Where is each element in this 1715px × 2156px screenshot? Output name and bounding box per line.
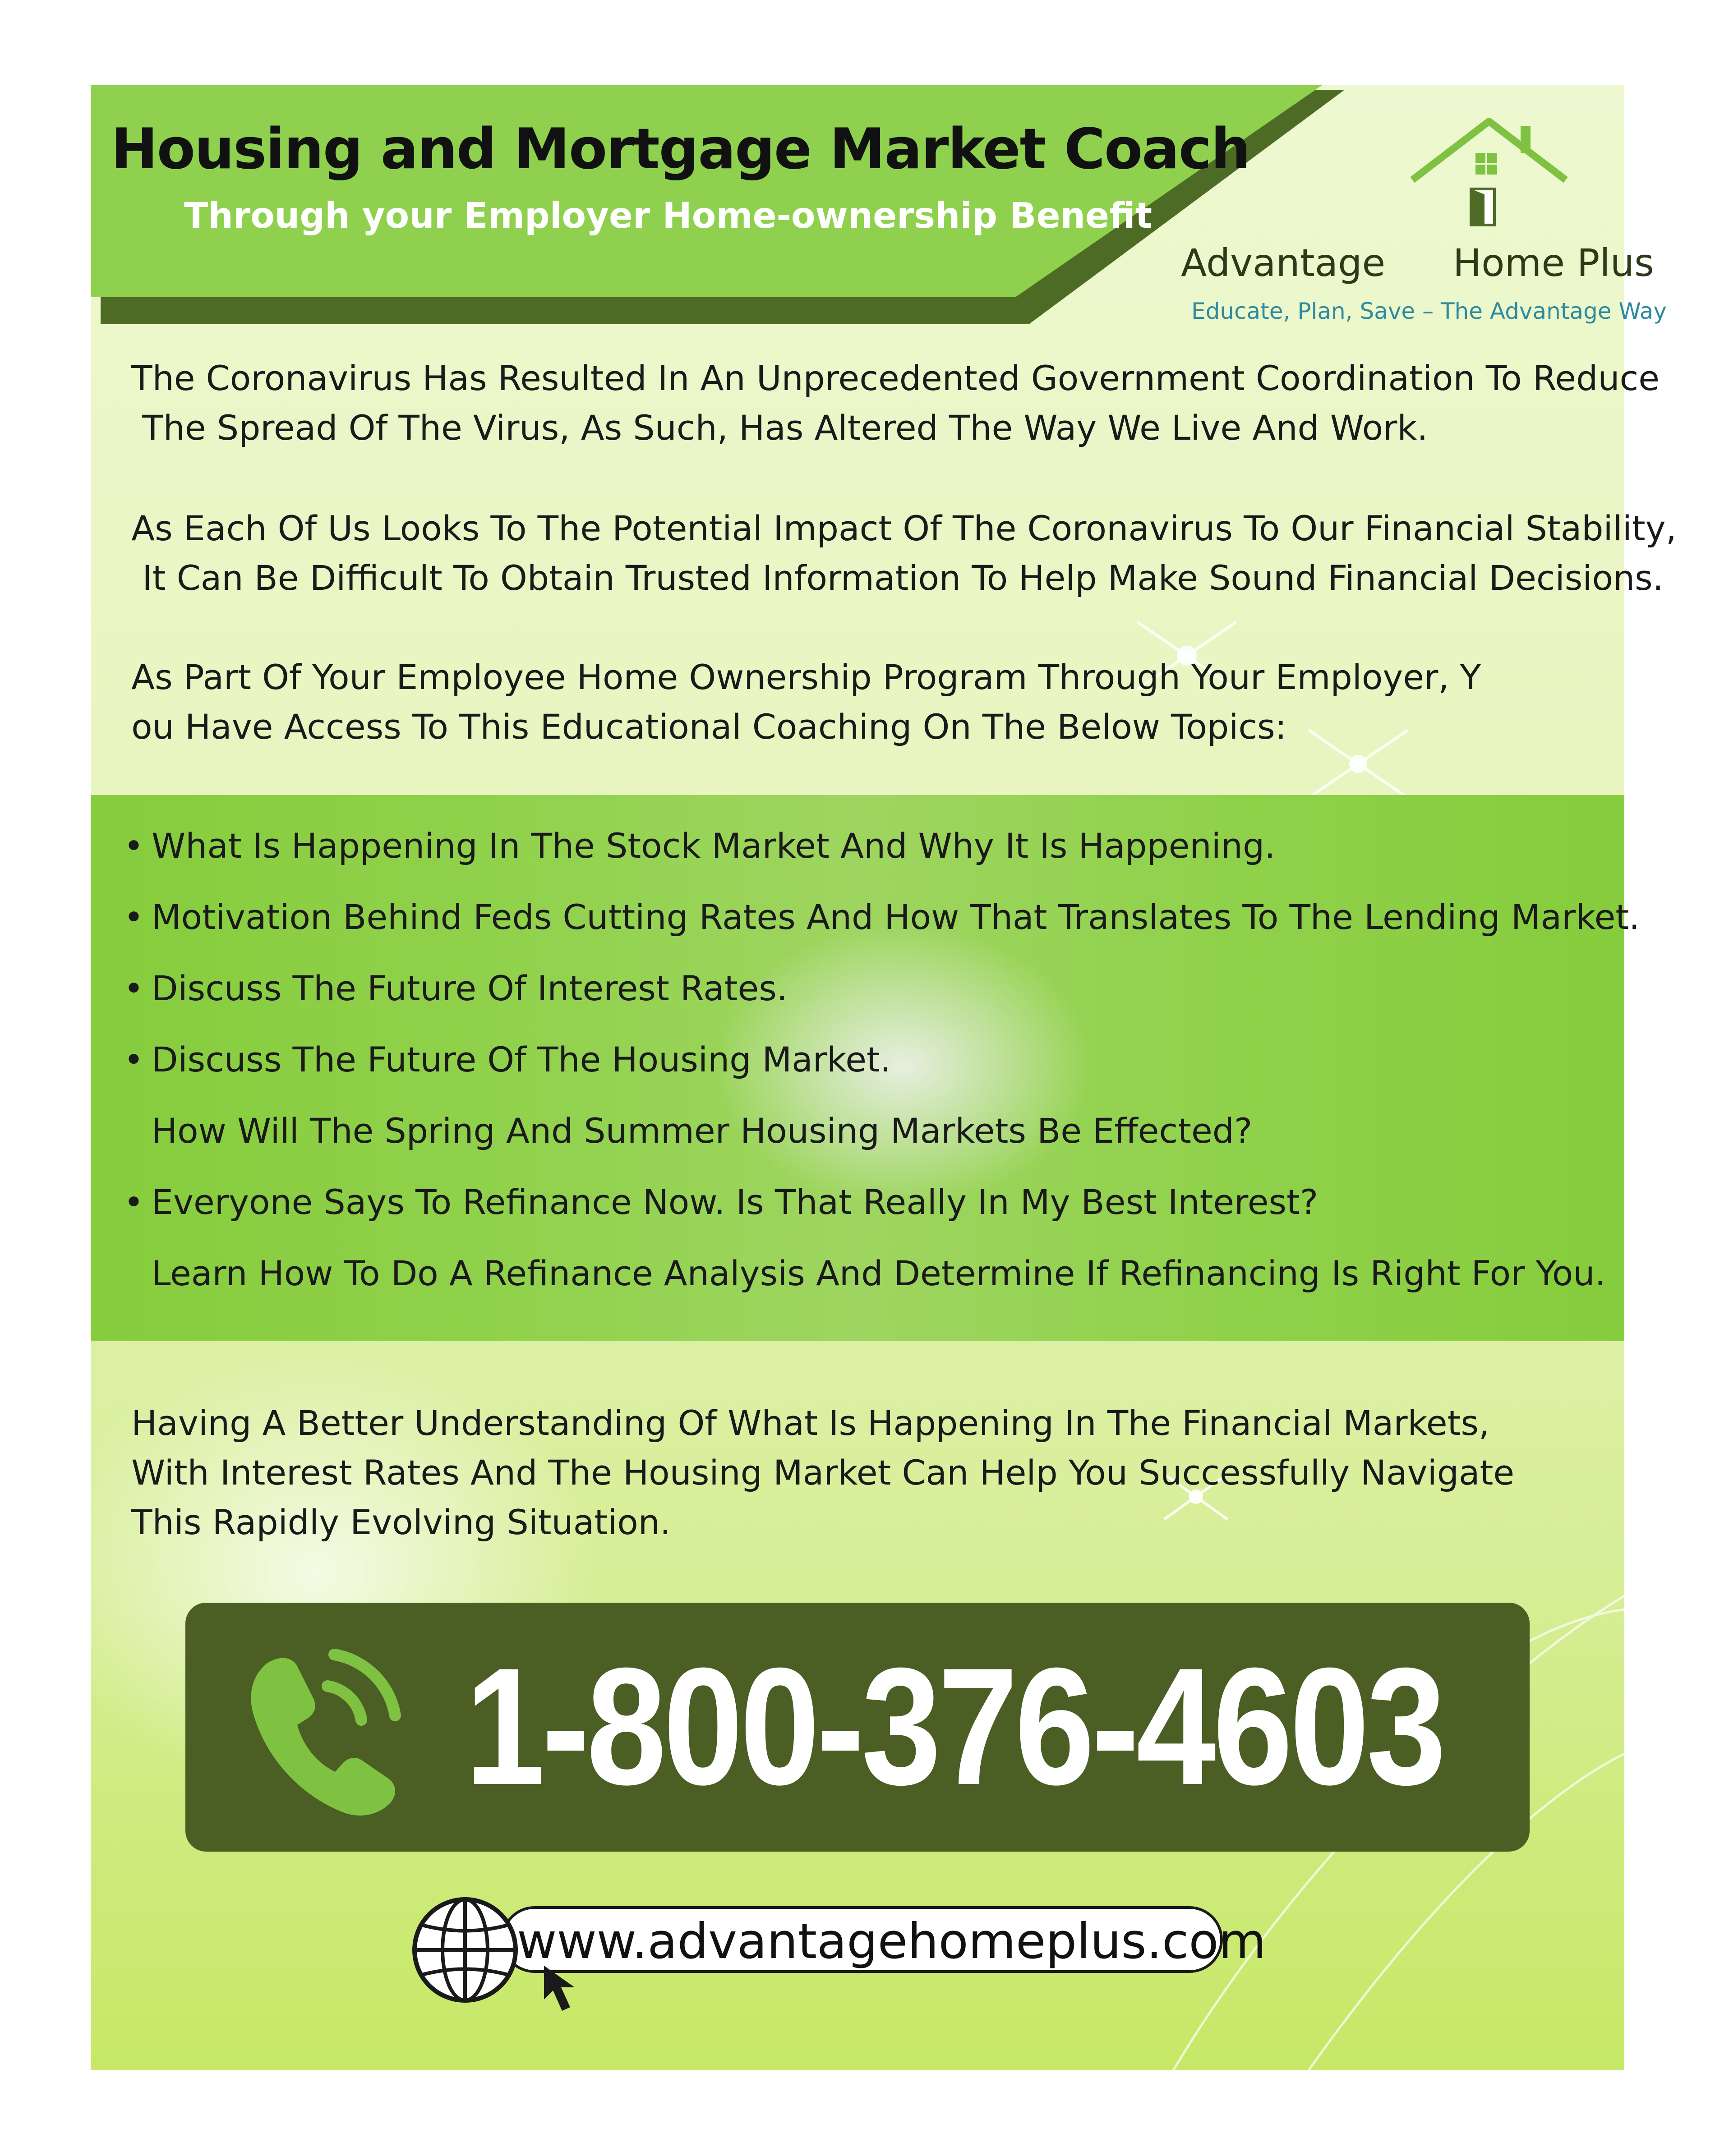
bullet: • <box>124 897 144 937</box>
phone-banner[interactable] <box>185 1603 1530 1852</box>
intro-paragraph-1: The Coronavirus Has Resulted In An Unprecedented Government Coordination To Reduce The Spread Of The Virus, As Such, Has Altered The Way We Live And Work. <box>131 358 1660 448</box>
cursor-icon <box>539 1961 603 2024</box>
brand-name-left: Advantage <box>1181 241 1386 285</box>
topic-text: How Will The Spring And Summer Housing Markets Be Effected? <box>152 1111 1253 1151</box>
page-subtitle: Through your Employer Home-ownership Benefit <box>184 196 1153 236</box>
topics-section <box>91 795 1640 1341</box>
phone-icon <box>231 1637 411 1817</box>
brand-name-right: Home Plus <box>1453 241 1654 285</box>
closing-paragraph: Having A Better Understanding Of What Is Happening In The Financial Markets, With Interest Rates And The Housing Market Can Help You Successfully Navigate This Rapidly Evolving Situation. <box>131 1403 1515 1542</box>
house-icon <box>1408 112 1570 225</box>
topic-subitem <box>124 1106 1640 1177</box>
brand-tagline: Educate, Plan, Save – The Advantage Way <box>1191 298 1667 324</box>
topics-list <box>124 821 1640 1320</box>
topic-subitem <box>124 1249 1640 1320</box>
page-title: Housing and Mortgage Market Coach <box>111 117 1250 182</box>
intro-paragraph-2: As Each Of Us Looks To The Potential Impact Of The Coronavirus To Our Financial Stability, It Can Be Difficult To Obtain Trusted Information To Help Make Sound Financial Decisions. <box>131 508 1677 598</box>
flyer <box>91 85 1677 2070</box>
bullet: • <box>124 968 144 1008</box>
topic-item <box>124 1177 1640 1249</box>
topic-text: Discuss The Future Of The Housing Market. <box>152 1039 891 1080</box>
website-url[interactable]: www.advantagehomeplus.com <box>517 1913 1266 1970</box>
globe-icon <box>409 1894 521 2006</box>
company-logo <box>1164 112 1667 383</box>
intro-paragraph-3: As Part Of Your Employee Home Ownership Program Through Your Employer, Y ou Have Access To This Educational Coaching On The Below Topics: <box>131 657 1481 747</box>
topic-text: What Is Happening In The Stock Market And Why It Is Happening. <box>152 826 1276 866</box>
topic-text: Motivation Behind Feds Cutting Rates And How That Translates To The Lending Market. <box>152 897 1640 937</box>
topic-item <box>124 1035 1640 1106</box>
topic-text: Everyone Says To Refinance Now. Is That Really In My Best Interest? <box>152 1182 1319 1222</box>
topic-text: Discuss The Future Of Interest Rates. <box>152 968 788 1008</box>
bullet: • <box>124 826 144 866</box>
bullet: • <box>124 1182 144 1222</box>
topic-item <box>124 821 1640 892</box>
topic-item <box>124 892 1640 964</box>
phone-number[interactable]: 1-800-376-4603 <box>465 1633 1443 1820</box>
bullet: • <box>124 1039 144 1080</box>
website-link-group <box>409 1894 1311 2038</box>
topic-item <box>124 964 1640 1035</box>
topic-text: Learn How To Do A Refinance Analysis And Determine If Refinancing Is Right For You. <box>152 1253 1606 1293</box>
